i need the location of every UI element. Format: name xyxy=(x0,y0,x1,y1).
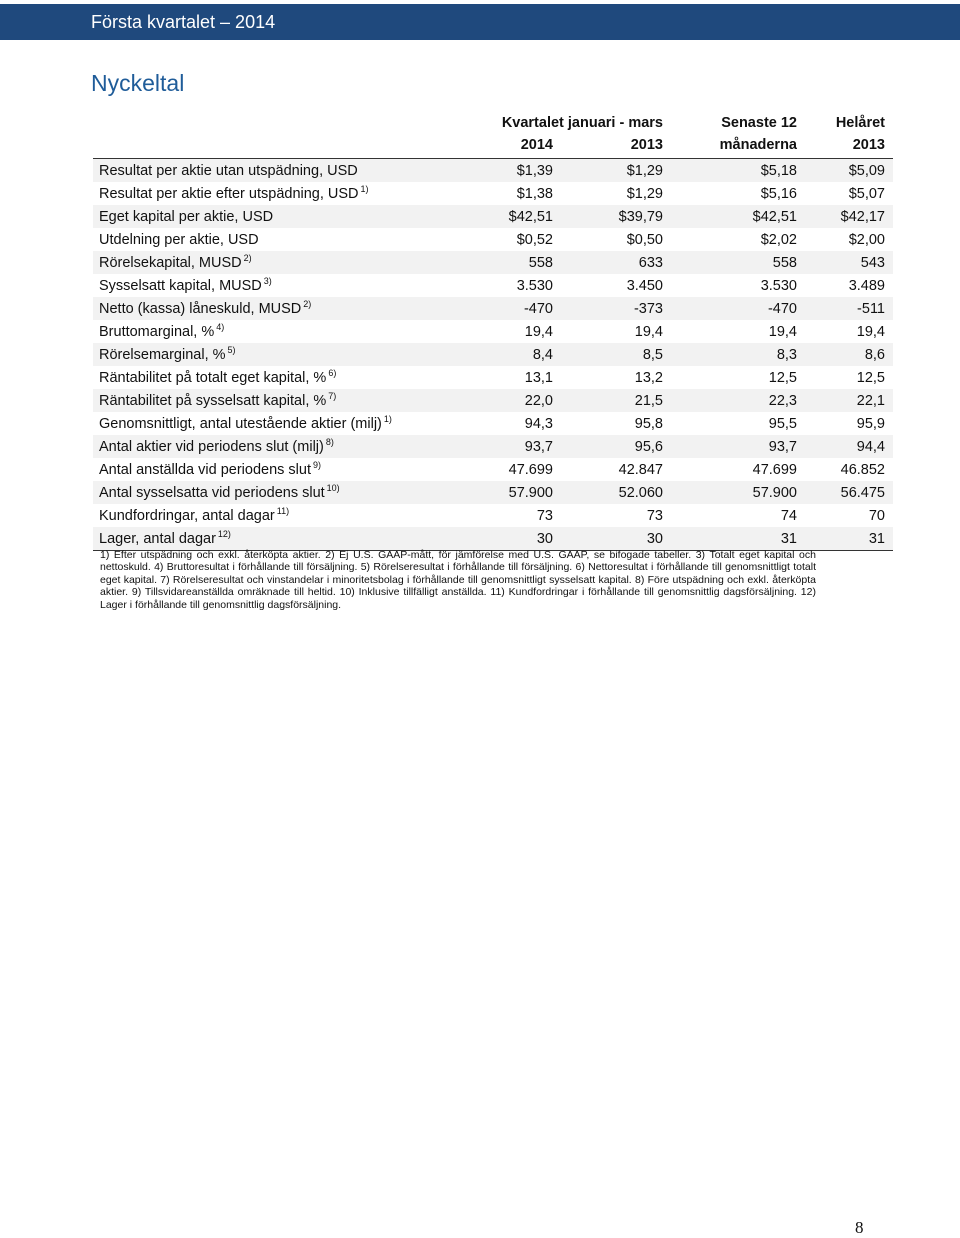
table-row xyxy=(93,481,893,504)
footnote-ref: 6) xyxy=(328,367,337,378)
value-cell: 19,4 xyxy=(856,323,885,340)
row-label: Bruttomarginal, % xyxy=(99,323,215,340)
value-cell: 19,4 xyxy=(634,323,663,340)
row-label-cell xyxy=(93,182,446,205)
table-row xyxy=(93,274,893,297)
table-row xyxy=(93,297,893,320)
value-cell: 94,4 xyxy=(805,435,893,458)
row-label: Rörelsekapital, MUSD xyxy=(99,254,242,271)
value-cell: $2,02 xyxy=(760,231,797,248)
table-body xyxy=(93,159,893,551)
value-cell: 558 xyxy=(671,251,805,274)
table-row xyxy=(93,320,893,343)
footnote-ref: 4) xyxy=(216,321,225,332)
footnote-ref: 1) xyxy=(383,413,392,424)
value-cell: 13,1 xyxy=(524,369,553,386)
value-cell: 73 xyxy=(536,507,553,524)
value-cell: 47.699 xyxy=(752,461,797,478)
row-label-cell xyxy=(93,366,446,389)
header-title: Första kvartalet – 2014 xyxy=(91,12,276,32)
section-title: Nyckeltal xyxy=(91,70,185,96)
row-label-cell xyxy=(93,412,446,435)
header-bar xyxy=(0,4,960,40)
footnote-ref: 8) xyxy=(325,436,334,447)
value-cell: 57.900 xyxy=(446,481,561,504)
row-label: Antal sysselsatta vid periodens slut xyxy=(99,484,325,501)
column-header: 2013 xyxy=(630,137,663,153)
table-row xyxy=(93,251,893,274)
table-row xyxy=(93,435,893,458)
group-header: Kvartalet januari - mars xyxy=(501,115,663,131)
footnote-ref: 9) xyxy=(313,459,322,470)
value-cell: $39,79 xyxy=(561,205,671,228)
value-cell: -470 xyxy=(671,297,805,320)
footnote-ref: 10) xyxy=(326,482,340,493)
value-cell: 73 xyxy=(646,507,663,524)
row-label: Utdelning per aktie, USD xyxy=(99,231,259,248)
footnote-ref: 1) xyxy=(360,183,369,194)
footnote-ref: 2) xyxy=(303,298,312,309)
value-cell: 31 xyxy=(671,527,805,551)
value-cell: 8,6 xyxy=(805,343,893,366)
value-cell: 56.475 xyxy=(805,481,893,504)
value-cell: 22,1 xyxy=(805,389,893,412)
table-row xyxy=(93,159,893,183)
value-cell: 633 xyxy=(561,251,671,274)
row-label-cell xyxy=(93,251,446,274)
value-cell: 12,5 xyxy=(768,369,797,386)
page-number: 8 xyxy=(855,1218,864,1237)
footnote-ref: 3) xyxy=(263,275,272,286)
value-cell: 94,3 xyxy=(524,415,553,432)
value-cell: $1,29 xyxy=(561,159,671,183)
row-label: Resultat per aktie utan utspädning, USD xyxy=(99,162,358,179)
value-cell: $42,51 xyxy=(671,205,805,228)
value-cell: 30 xyxy=(561,527,671,551)
value-cell: $1,39 xyxy=(446,159,561,183)
table-row xyxy=(93,458,893,481)
value-cell: 95,5 xyxy=(768,415,797,432)
value-cell: 3.489 xyxy=(848,277,885,294)
row-label-cell xyxy=(93,389,446,412)
row-label: Räntabilitet på sysselsatt kapital, % xyxy=(99,392,327,409)
value-cell: 3.450 xyxy=(626,277,663,294)
value-cell: 3.530 xyxy=(760,277,797,294)
row-label: Räntabilitet på totalt eget kapital, % xyxy=(99,369,327,386)
row-label: Genomsnittligt, antal utestående aktier (milj) xyxy=(99,415,382,432)
value-cell: 42.847 xyxy=(618,461,663,478)
row-label-cell xyxy=(93,458,446,481)
value-cell: $5,18 xyxy=(671,159,805,183)
table-row xyxy=(93,228,893,251)
footnote-ref: 11) xyxy=(276,505,290,516)
value-cell: 47.699 xyxy=(508,461,553,478)
footnote-ref: 12) xyxy=(217,528,231,539)
table-row xyxy=(93,389,893,412)
value-cell: 93,7 xyxy=(671,435,805,458)
value-cell: $1,29 xyxy=(626,185,663,202)
value-cell: -511 xyxy=(805,297,893,320)
column-header: månaderna xyxy=(719,137,797,153)
table-row xyxy=(93,182,893,205)
value-cell: 46.852 xyxy=(840,461,885,478)
row-label: Antal anställda vid periodens slut xyxy=(99,461,311,478)
value-cell: 95,8 xyxy=(634,415,663,432)
value-cell: $5,16 xyxy=(760,185,797,202)
column-header: 2014 xyxy=(520,137,553,153)
value-cell: 22,0 xyxy=(446,389,561,412)
table-row xyxy=(93,527,893,551)
value-cell: 95,9 xyxy=(856,415,885,432)
value-cell: 3.530 xyxy=(516,277,553,294)
row-label-cell xyxy=(93,320,446,343)
row-label-cell xyxy=(93,274,446,297)
row-label: Eget kapital per aktie, USD xyxy=(99,208,274,225)
table-row xyxy=(93,205,893,228)
value-cell: 30 xyxy=(446,527,561,551)
value-cell: 19,4 xyxy=(524,323,553,340)
column-header-line1: Helåret xyxy=(835,115,885,131)
value-cell: 70 xyxy=(868,507,885,524)
value-cell: 8,4 xyxy=(446,343,561,366)
row-label-cell xyxy=(93,297,446,320)
value-cell: $1,38 xyxy=(516,185,553,202)
row-label: Rörelsemarginal, % xyxy=(99,346,226,363)
footnote-ref: 5) xyxy=(227,344,236,355)
row-label-cell xyxy=(93,205,446,228)
value-cell: 22,3 xyxy=(671,389,805,412)
value-cell: 8,3 xyxy=(671,343,805,366)
value-cell: $2,00 xyxy=(848,231,885,248)
value-cell: $5,09 xyxy=(805,159,893,183)
value-cell: $42,17 xyxy=(805,205,893,228)
footnote-ref: 7) xyxy=(328,390,337,401)
table-row xyxy=(93,412,893,435)
row-label: Antal aktier vid periodens slut (milj) xyxy=(99,438,324,455)
value-cell: 543 xyxy=(805,251,893,274)
row-label-cell xyxy=(93,481,446,504)
table-row xyxy=(93,343,893,366)
table-row xyxy=(93,504,893,527)
value-cell: 12,5 xyxy=(856,369,885,386)
value-cell: 8,5 xyxy=(561,343,671,366)
row-label-cell xyxy=(93,527,446,551)
row-label-cell xyxy=(93,435,446,458)
value-cell: 13,2 xyxy=(634,369,663,386)
row-label-cell xyxy=(93,228,446,251)
value-cell: $5,07 xyxy=(848,185,885,202)
value-cell: $0,52 xyxy=(516,231,553,248)
footnotes: 1) Efter utspädning och exkl. återköpta aktier. 2) Ej U.S. GAAP-mått, för jämförelse med U.S. GAAP, se bifogade tabeller. 3) Totalt eget kapital och nettoskuld. 4) Bruttoresultat i förhållande till försäljning. 5) Rörelseresultat i förhållande till försäljning. 6) Nettoresultat i förhållande till genomsnittligt totalt eget kapital. 7) Rörelseresultat och vinstandelar i minoritetsbolag i förhållande till genomsnittligt sysselsatt kapital. 8) Före utspädning och exkl. återköpta aktier. 9) Tillsvidareanställda omräknade till heltid. 10) Inklusive tillfälligt anställda. 11) Kundfordringar i förhållande till genomsnittlig dagsförsäljning. 12) Lager i förhållande till genomsnittlig dagsförsäljning. xyxy=(100,549,816,611)
value-cell: 57.900 xyxy=(671,481,805,504)
value-cell: 93,7 xyxy=(446,435,561,458)
value-cell: -470 xyxy=(446,297,561,320)
value-cell: 74 xyxy=(780,507,797,524)
column-header: 2013 xyxy=(852,137,885,153)
row-label: Netto (kassa) låneskuld, MUSD xyxy=(99,300,302,317)
table-row xyxy=(93,366,893,389)
row-label: Lager, antal dagar xyxy=(99,530,216,547)
value-cell: 95,6 xyxy=(561,435,671,458)
row-label: Sysselsatt kapital, MUSD xyxy=(99,277,262,294)
value-cell: 21,5 xyxy=(561,389,671,412)
value-cell: 19,4 xyxy=(768,323,797,340)
footnote-ref: 2) xyxy=(243,252,252,263)
value-cell: 31 xyxy=(805,527,893,551)
row-label-cell xyxy=(93,159,446,183)
key-figures-table xyxy=(93,113,893,551)
value-cell: 52.060 xyxy=(561,481,671,504)
value-cell: $0,50 xyxy=(626,231,663,248)
value-cell: $42,51 xyxy=(446,205,561,228)
column-header-line1: Senaste 12 xyxy=(721,115,797,131)
row-label: Resultat per aktie efter utspädning, USD xyxy=(99,185,359,202)
row-label: Kundfordringar, antal dagar xyxy=(99,507,275,524)
row-label-cell xyxy=(93,504,446,527)
value-cell: 558 xyxy=(446,251,561,274)
value-cell: -373 xyxy=(561,297,671,320)
row-label-cell xyxy=(93,343,446,366)
